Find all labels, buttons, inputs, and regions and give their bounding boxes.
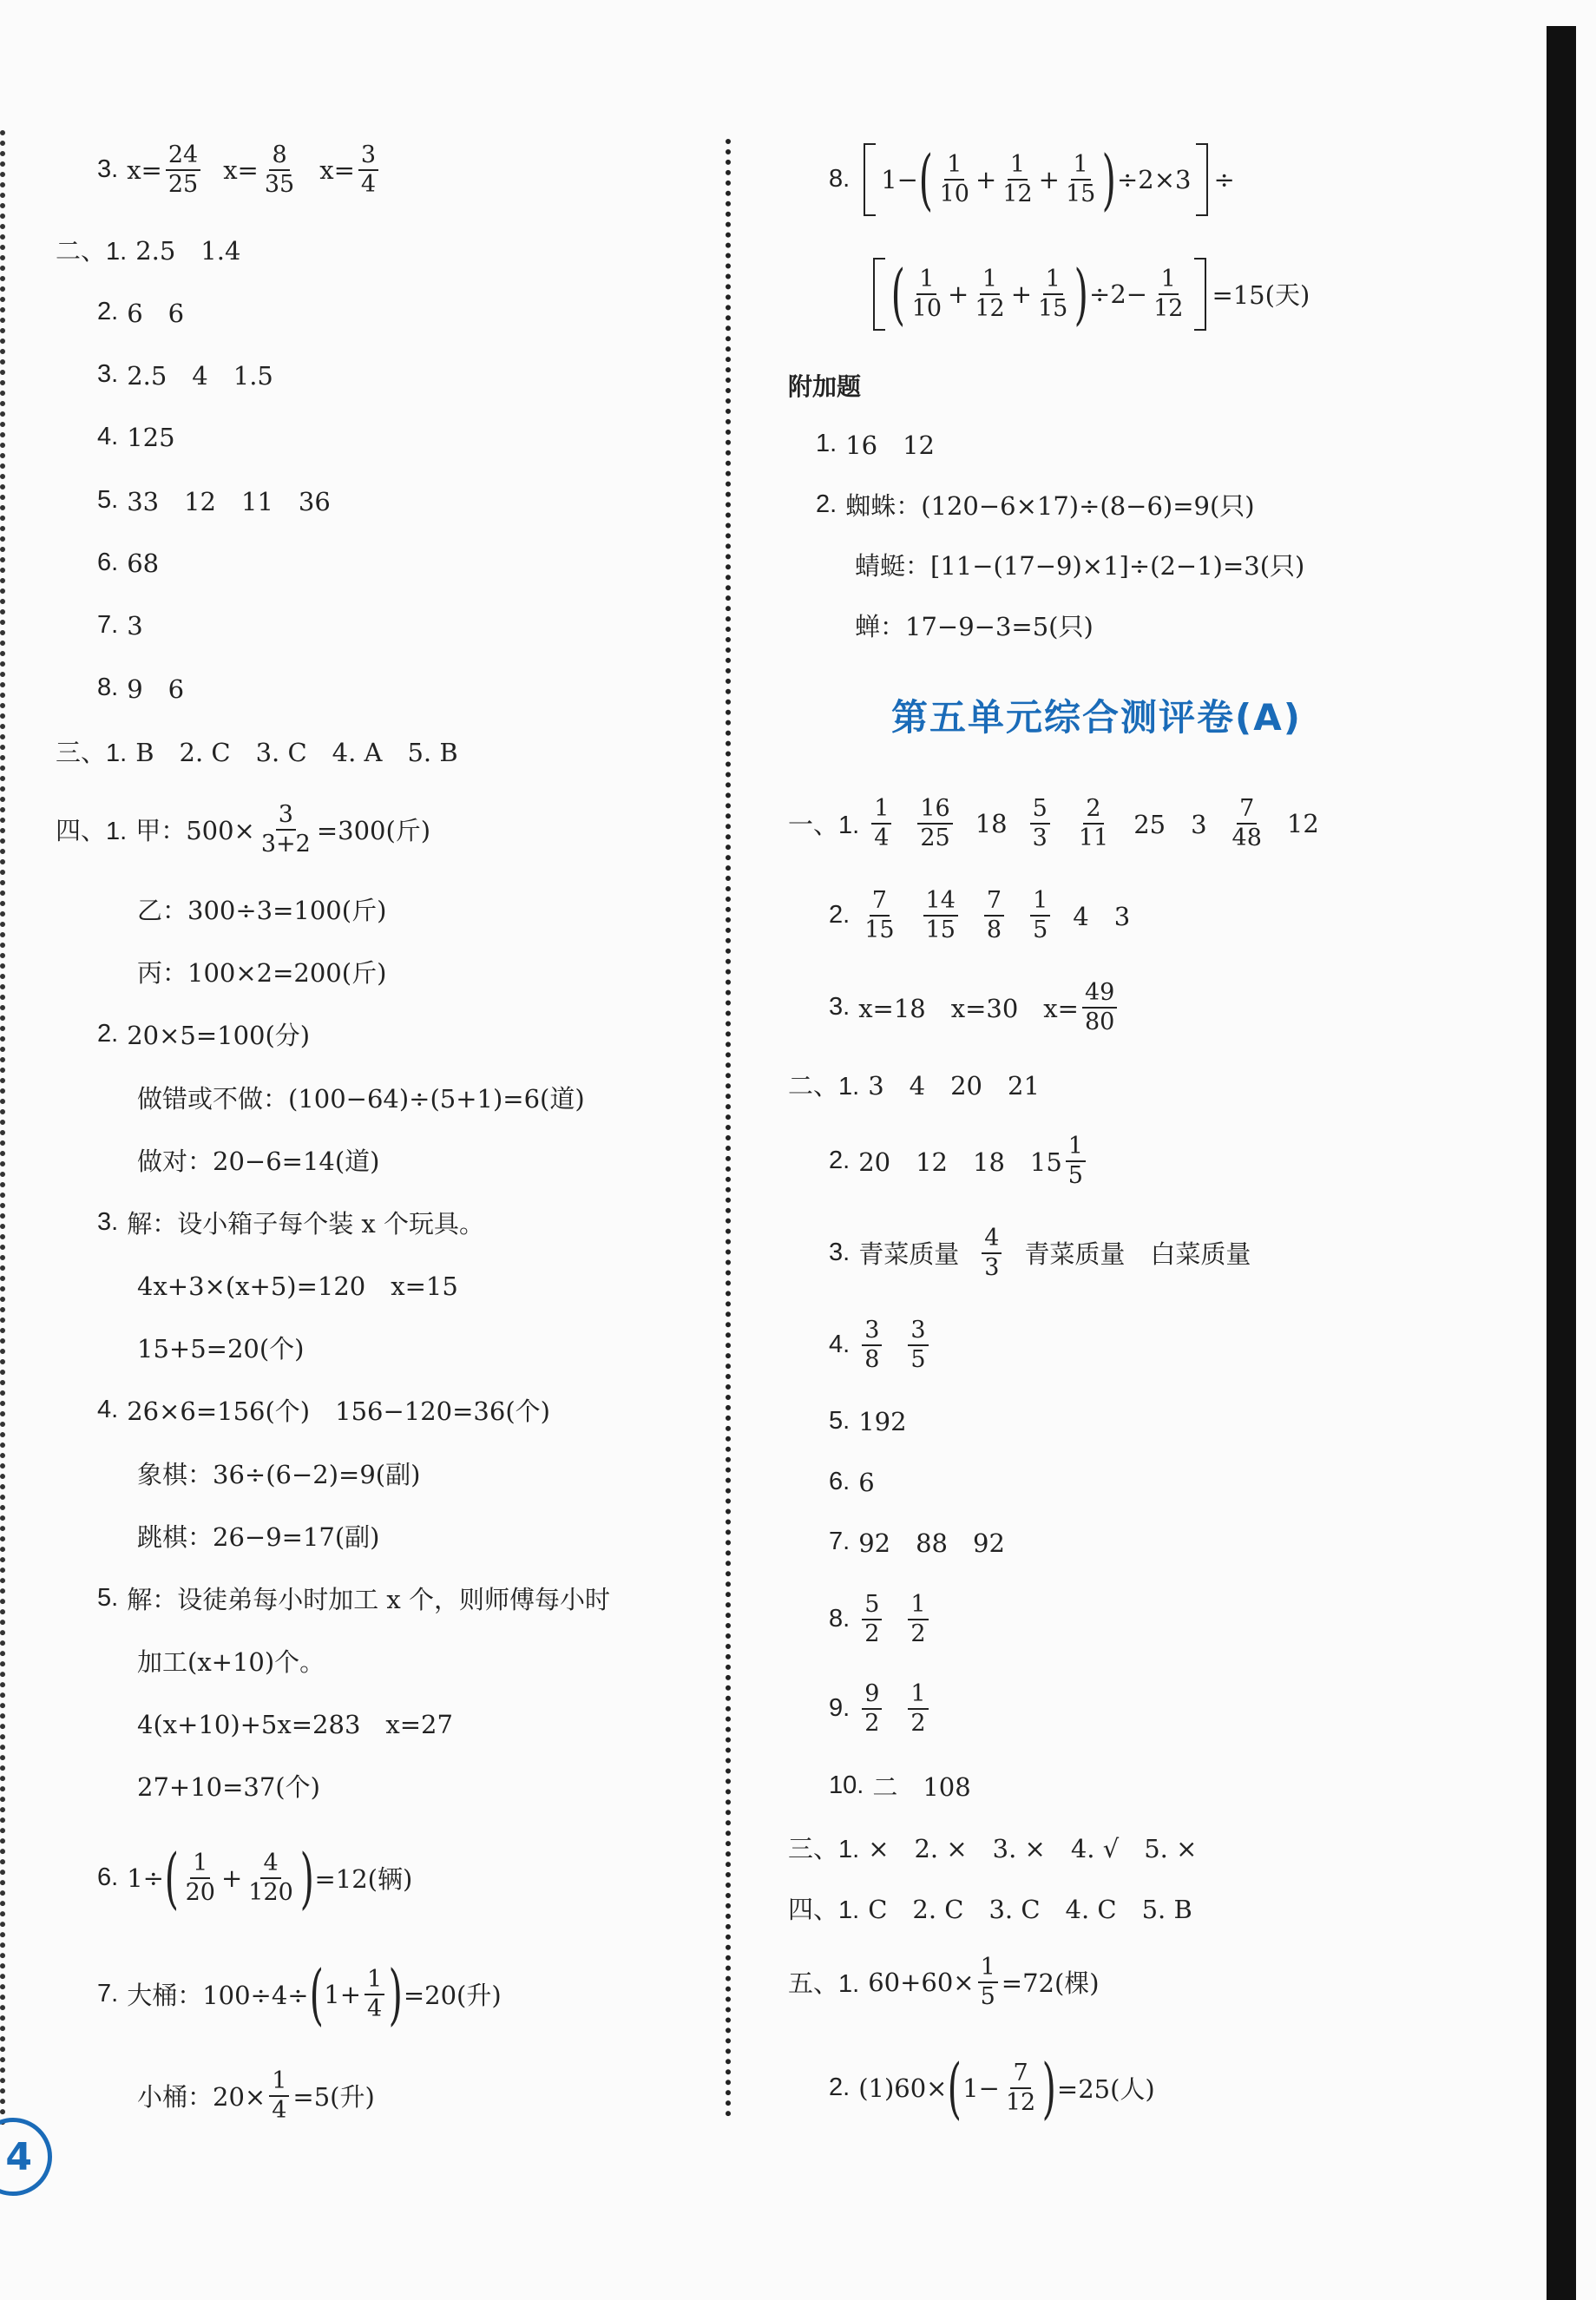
- fraction-numerator: 3: [276, 801, 296, 831]
- question-number: 5.: [97, 486, 119, 514]
- answer-line: 5. 解：设徒弟每小时加工 x 个，则师傅每小时: [97, 1584, 610, 1614]
- fraction-numerator: 1: [916, 266, 936, 295]
- fraction-numerator: 7: [1010, 2060, 1030, 2089]
- answer-line: 蝉：17−9−3=5(只): [855, 612, 1094, 641]
- fraction: [269, 2067, 289, 2125]
- square-bracket: [1194, 258, 1206, 331]
- fraction-numerator: 4: [982, 1225, 1002, 1254]
- question-number: 8.: [829, 1605, 851, 1633]
- fraction-denominator: 2: [864, 1709, 880, 1737]
- question-number: 3.: [829, 993, 851, 1021]
- fraction-denominator: 11: [1078, 824, 1109, 851]
- answer-line: ( $\frac{1}{10}$ + $\frac{1}{12}$ + $\frac{1}{15}$ ) ÷2− $\frac{1}{12}$ =15(天): [868, 293, 1310, 294]
- fraction-denominator: 10: [911, 294, 942, 322]
- fraction-denominator: 4: [360, 170, 377, 198]
- fraction-numerator: 49: [1082, 979, 1117, 1009]
- question-number: 二、1.: [56, 238, 128, 266]
- fraction-numerator: 16: [917, 795, 952, 825]
- fraction: [183, 1850, 218, 1907]
- fraction-numerator: 7: [984, 887, 1004, 917]
- question-number: 2.: [829, 2073, 851, 2101]
- answer-line: 加工(x+10)个。: [137, 1647, 325, 1677]
- question-number: 3.: [97, 360, 119, 388]
- question-number: 7.: [97, 611, 119, 639]
- fraction-denominator: 4: [367, 1994, 383, 2022]
- parenthesis: (: [890, 254, 905, 332]
- parenthesis: (: [309, 1955, 324, 2033]
- fraction: [908, 1680, 928, 1738]
- fraction: [1230, 795, 1264, 852]
- fraction-numerator: 1: [269, 2067, 289, 2097]
- question-number: 5.: [97, 1584, 119, 1612]
- fraction-numerator: 1: [871, 795, 891, 825]
- fraction-numerator: 1: [190, 1850, 210, 1879]
- question-number: 3.: [97, 155, 119, 183]
- fraction-numerator: 7: [1237, 795, 1257, 825]
- fraction: [166, 141, 200, 199]
- answer-line: 4. 125: [97, 422, 175, 452]
- fraction-numerator: 1: [1066, 1133, 1086, 1162]
- fraction-denominator: 12: [975, 294, 1005, 322]
- fraction-denominator: 3+2: [260, 830, 311, 858]
- fraction: [982, 1225, 1002, 1282]
- fraction-denominator: 5: [980, 1982, 995, 2010]
- answer-line: 7. 92 88 92: [829, 1528, 1005, 1558]
- fraction: [1076, 795, 1111, 852]
- answer-line: 15+5=20(个): [137, 1334, 305, 1364]
- fraction: [984, 887, 1004, 944]
- fraction: [1000, 151, 1034, 208]
- parenthesis: ): [299, 1838, 314, 1916]
- question-number: 五、1.: [788, 1970, 860, 1998]
- fraction: [908, 1317, 928, 1374]
- answer-line: 二、1. 3 4 20 21: [788, 1084, 1040, 1085]
- answer-line: 小桶：20× $\frac{1}{4}$ =5(升): [137, 2067, 375, 2124]
- answer-line: 7. 大桶：100÷4÷ ( 1+ $\frac{1}{4}$ ) =20(升): [97, 1955, 502, 2033]
- question-number: 7.: [829, 1528, 851, 1555]
- answer-line: 3. 青菜质量 $\frac{4}{3}$ 青菜质量 白菜质量: [829, 1224, 1251, 1281]
- question-number: 2.: [816, 490, 837, 518]
- answer-line: 做对：20−6=14(道): [137, 1147, 380, 1176]
- answer-line: 3. x=18 x=30 x= $\frac{49}{80}$: [829, 1007, 1120, 1008]
- answer-line: 五、1. 60+60× $\frac{1}{5}$ =72(棵): [788, 1953, 1100, 2010]
- question-number: 7.: [97, 1980, 119, 2008]
- parenthesis: ): [388, 1955, 404, 2033]
- answer-line: 2. (1)60× ( 1− $\frac{7}{12}$ ) =25(人): [829, 2048, 1155, 2126]
- answer-line: 三、1. × 2. × 3. × 4. √ 5. ×: [788, 1847, 1197, 1848]
- fraction-denominator: 15: [1065, 180, 1096, 207]
- answer-line: [829, 1590, 932, 1647]
- answer-line: 三、1. B 2. C 3. C 4. A 5. B: [56, 751, 458, 752]
- page-number: 4: [0, 2118, 52, 2196]
- question-number: 三、1.: [788, 1836, 860, 1863]
- fraction: [917, 795, 952, 852]
- fraction-denominator: 80: [1084, 1008, 1115, 1035]
- fraction-numerator: 14: [923, 887, 958, 917]
- answer-line: 2. 20×5=100(分): [97, 1020, 311, 1050]
- answer-line: 1. 16 12: [816, 430, 935, 460]
- answer-line: 3. x= $\frac{24}{25}$ x= $\frac{8}{35}$ x= $\frac{3}{4}$: [97, 169, 382, 170]
- fraction-denominator: 8: [986, 916, 1002, 943]
- answer-line: 27+10=37(个): [137, 1772, 320, 1802]
- answer-line: 7. 3: [97, 610, 143, 641]
- question-number: 8.: [97, 674, 119, 701]
- fraction-numerator: 24: [166, 141, 200, 171]
- fraction-denominator: 4: [272, 2096, 287, 2124]
- fraction-denominator: 5: [910, 1345, 926, 1373]
- question-number: 6.: [97, 549, 119, 576]
- fraction-denominator: 3: [1032, 824, 1048, 851]
- fraction-denominator: 120: [248, 1878, 293, 1906]
- fraction-denominator: 48: [1231, 824, 1262, 851]
- answer-line: 2. $\frac{7}{15}$ $\frac{14}{15}$ $\frac{7}{8}$ $\frac{1}{5}$ 4 3: [829, 886, 1131, 943]
- fraction: [1035, 266, 1070, 323]
- question-number: 10.: [829, 1771, 864, 1799]
- fraction-numerator: 1: [908, 1591, 928, 1620]
- fraction-denominator: 12: [1002, 180, 1033, 207]
- question-number: 4.: [97, 1396, 119, 1423]
- answer-line: 2. 蜘蛛：(120−6×17)÷(8−6)=9(只): [816, 490, 1255, 521]
- fraction-denominator: 2: [910, 1620, 926, 1647]
- fraction-denominator: 5: [1067, 1161, 1083, 1189]
- question-number: 3.: [829, 1239, 851, 1266]
- binding-dots: [0, 130, 5, 2126]
- answer-line: 4(x+10)+5x=283 x=27: [137, 1710, 453, 1739]
- answer-line: 3. 2.5 4 1.5: [97, 360, 273, 391]
- fraction: [1063, 151, 1098, 208]
- column-divider: [726, 139, 731, 2118]
- fraction-denominator: 15: [1038, 294, 1068, 322]
- fraction-numerator: 2: [1083, 795, 1103, 825]
- answer-line: [829, 1316, 932, 1373]
- fraction: [937, 151, 972, 208]
- square-bracket: [1196, 143, 1208, 216]
- fraction-denominator: 25: [167, 170, 199, 198]
- fraction: [262, 141, 297, 199]
- parenthesis: ): [1101, 140, 1117, 218]
- fraction: [1082, 979, 1117, 1036]
- fraction-numerator: 9: [862, 1680, 882, 1710]
- fraction-denominator: 12: [1005, 2088, 1036, 2116]
- fraction-numerator: 1: [1030, 887, 1050, 917]
- answer-line: 象棋：36÷(6−2)=9(副): [137, 1460, 421, 1489]
- fraction: [365, 1966, 384, 2023]
- answer-line: 蜻蜓：[11−(17−9)×1]÷(2−1)=3(只): [855, 551, 1305, 581]
- answer-line: 一、1. $\frac{1}{4}$ $\frac{16}{25}$ 18 $\frac{5}{3}$ $\frac{2}{11}$ 25 3 $\frac{7}{48}$ 12: [788, 794, 1319, 851]
- fraction: [862, 887, 897, 944]
- answer-line: 5. 33 12 11 36: [97, 486, 331, 516]
- question-number: 4.: [829, 1331, 851, 1358]
- answer-line: 丙：100×2=200(斤): [137, 958, 387, 988]
- question-number: 6.: [829, 1468, 851, 1495]
- fraction: [1151, 266, 1186, 323]
- question-number: 一、1.: [788, 812, 860, 839]
- question-number: 2.: [829, 901, 851, 929]
- fraction-numerator: 1: [365, 1966, 384, 1995]
- question-number: 4.: [97, 423, 119, 450]
- parenthesis: (: [948, 2048, 962, 2126]
- section-title: 第五单元综合测评卷(A): [891, 696, 1302, 739]
- answer-line: 6. 68: [97, 548, 160, 578]
- fraction: [923, 887, 958, 944]
- fraction: [862, 1317, 882, 1374]
- fraction: [259, 801, 313, 858]
- fraction-denominator: 15: [864, 916, 895, 943]
- answer-line: 2. 20 12 18 15 $\frac{1}{5}$: [829, 1160, 1089, 1161]
- fraction-numerator: 5: [1030, 795, 1050, 825]
- fraction: [871, 795, 891, 852]
- fraction: [358, 141, 378, 199]
- fraction-numerator: 3: [358, 141, 378, 171]
- fraction-numerator: 1: [944, 151, 964, 181]
- fraction-numerator: 5: [862, 1591, 882, 1620]
- answer-line: 四、1. C 2. C 3. C 4. C 5. B: [788, 1908, 1192, 1909]
- question-number: 三、1.: [56, 739, 128, 767]
- answer-line: 8. 9 6: [97, 674, 185, 704]
- answer-line: 3. 解：设小箱子每个装 x 个玩具。: [97, 1208, 484, 1239]
- fraction: [1030, 795, 1050, 852]
- fraction-numerator: 3: [908, 1317, 928, 1346]
- fraction-denominator: 5: [1033, 916, 1048, 943]
- extra-questions-title: 附加题: [788, 371, 862, 401]
- question-number: 3.: [97, 1208, 119, 1236]
- fraction: [910, 266, 944, 323]
- fraction-denominator: 8: [864, 1345, 880, 1373]
- fraction-numerator: 4: [260, 1850, 280, 1879]
- fraction-numerator: 7: [870, 887, 890, 917]
- answer-line: 4. 26×6=156(个) 156−120=36(个): [97, 1396, 550, 1426]
- question-number: 1.: [816, 430, 837, 457]
- parenthesis: (: [918, 140, 933, 218]
- fraction-numerator: 8: [269, 141, 289, 171]
- answer-line: 6. 6: [829, 1467, 875, 1497]
- parenthesis: ): [1074, 254, 1089, 332]
- answer-line: 四、1. 甲：500× $\frac{3}{3+2}$ =300(斤): [56, 800, 431, 858]
- parenthesis: ): [1041, 2048, 1057, 2126]
- question-number: 四、1.: [56, 818, 128, 845]
- fraction: [862, 1591, 882, 1648]
- answer-line: 2. 6 6: [97, 298, 185, 328]
- fraction: [972, 266, 1007, 323]
- fraction-denominator: 15: [925, 916, 956, 943]
- question-number: 四、1.: [788, 1896, 860, 1924]
- fraction: [862, 1680, 882, 1738]
- answer-line: 10. 二 108: [829, 1771, 971, 1802]
- answer-line: 跳棋：26−9=17(副): [137, 1522, 380, 1552]
- question-number: 8.: [829, 165, 851, 193]
- answer-line: 做错或不做：(100−64)÷(5+1)=6(道): [137, 1084, 585, 1114]
- question-number: 二、1.: [788, 1073, 860, 1101]
- fraction-numerator: 1: [1159, 266, 1179, 295]
- question-number: 6.: [97, 1863, 119, 1891]
- page-edge-shadow: [1547, 26, 1576, 2300]
- fraction-denominator: 10: [939, 180, 969, 207]
- answer-line: [829, 1679, 932, 1737]
- fraction-numerator: 1: [980, 266, 1000, 295]
- fraction-numerator: 1: [1071, 151, 1091, 181]
- question-number: 9.: [829, 1694, 851, 1722]
- question-number: 2.: [97, 1020, 119, 1048]
- fraction-denominator: 12: [1153, 294, 1184, 322]
- fraction: [978, 1954, 998, 2011]
- fraction-numerator: 1: [978, 1954, 998, 1983]
- answer-line: 5. 192: [829, 1406, 907, 1436]
- fraction: [1030, 887, 1050, 944]
- question-number: 5.: [829, 1407, 851, 1435]
- fraction-numerator: 1: [1008, 151, 1028, 181]
- fraction: [908, 1591, 928, 1648]
- fraction-denominator: 35: [264, 170, 295, 198]
- answer-line: 8. 1− ( $\frac{1}{10}$ + $\frac{1}{12}$ + $\frac{1}{15}$ ) ÷2×3 ÷: [829, 140, 1235, 218]
- fraction: [1003, 2060, 1038, 2117]
- answer-line: 6. 1÷ ( $\frac{1}{20}$ + $\frac{4}{120}$ ) =12(辆): [97, 1838, 413, 1916]
- answer-line: 二、1. 2.5 1.4: [56, 249, 240, 250]
- answer-line: 乙：300÷3=100(斤): [137, 896, 387, 925]
- fraction-denominator: 25: [920, 824, 950, 851]
- fraction-denominator: 20: [185, 1878, 215, 1906]
- fraction: [246, 1850, 296, 1907]
- question-number: 2.: [829, 1147, 851, 1174]
- fraction-numerator: 1: [908, 1680, 928, 1710]
- fraction-denominator: 2: [864, 1620, 880, 1647]
- answer-line: 4x+3×(x+5)=120 x=15: [137, 1272, 458, 1301]
- fraction-numerator: 1: [1043, 266, 1063, 295]
- fraction-denominator: 4: [874, 824, 890, 851]
- square-bracket: [864, 143, 876, 216]
- fraction-denominator: 3: [984, 1253, 1000, 1281]
- fraction: [1066, 1133, 1086, 1190]
- parenthesis: (: [164, 1838, 179, 1916]
- question-number: 2.: [97, 298, 119, 325]
- square-bracket: [873, 258, 885, 331]
- fraction-denominator: 2: [910, 1709, 926, 1737]
- fraction-numerator: 3: [862, 1317, 882, 1346]
